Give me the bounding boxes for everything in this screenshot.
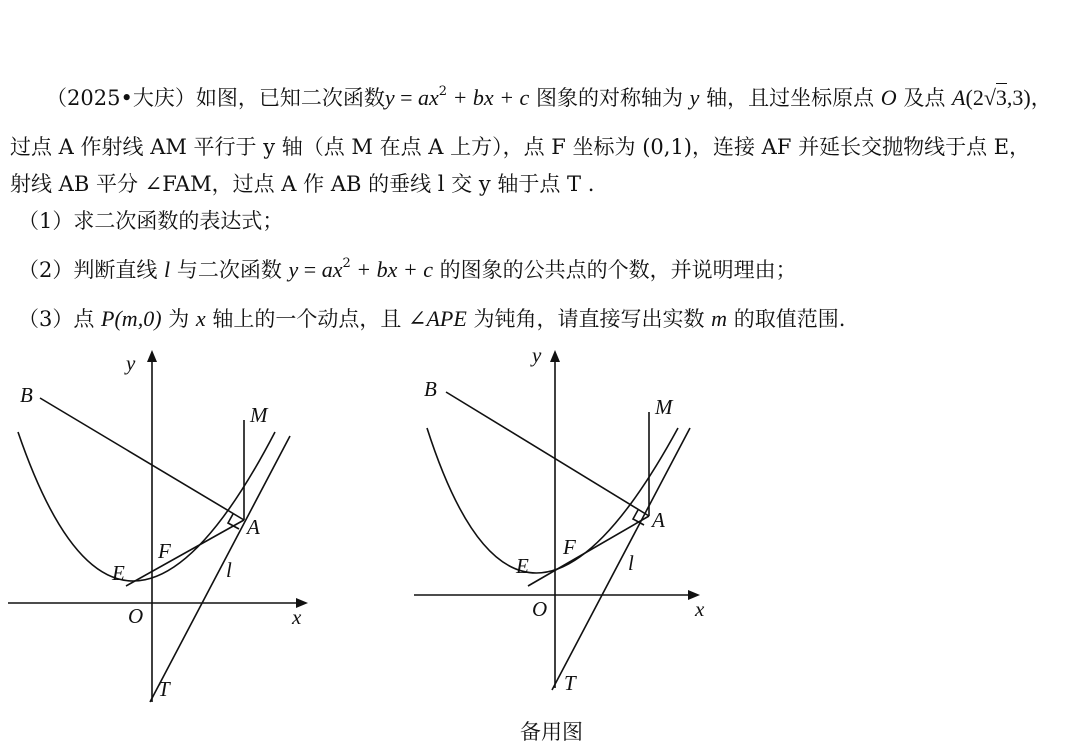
label-B: B	[20, 383, 33, 407]
label-O: O	[128, 604, 144, 628]
label-T: T	[158, 677, 170, 701]
ray-AB	[446, 392, 649, 516]
y-axis-arrow	[550, 350, 560, 362]
label-x: x	[695, 597, 705, 621]
problem-line-1: （2025•大庆）如图，已知二次函数$y = ax^2$ + bx + c 图象的对称轴为 y 轴，且过坐标原点 O 及点 A(2√3,3)，	[46, 84, 1052, 110]
question-1: （1）求二次函数的表达式；	[18, 209, 284, 233]
question-3: （3）点 P(m,0) 为 x 轴上的一个动点，且 ∠APE 为钝角，请直接写出实数 m 的取值范围.	[18, 306, 846, 331]
label-B: B	[424, 377, 437, 401]
label-F: F	[563, 535, 576, 559]
label-O: O	[532, 597, 548, 621]
parabola	[18, 432, 275, 581]
figure-2	[400, 340, 720, 710]
label-y: y	[126, 351, 136, 375]
label-F: F	[158, 539, 171, 563]
label-E: E	[112, 561, 125, 585]
label-y: y	[532, 343, 542, 367]
line-l	[552, 428, 690, 690]
label-x: x	[292, 605, 302, 629]
problem-source: （2025•大庆）	[46, 86, 196, 110]
figure-1	[0, 340, 340, 720]
question-2: （2）判断直线 l 与二次函数 $y = ax^2$ + bx + c 的图象的公共点的个数，并说明理由；	[18, 256, 797, 282]
label-A: A	[247, 515, 260, 539]
parabola	[427, 428, 678, 573]
label-E: E	[516, 554, 529, 578]
problem-line-3: 射线 AB 平分 ∠FAM，过点 A 作 AB 的垂线 l 交 y 轴于点 T .	[10, 172, 595, 196]
y-axis-arrow	[147, 350, 157, 362]
figure-2-caption: 备用图	[520, 720, 583, 744]
label-M: M	[655, 395, 673, 419]
label-l: l	[628, 551, 634, 575]
label-A: A	[652, 508, 665, 532]
ray-AB	[40, 398, 244, 520]
problem-line-2: 过点 A 作射线 AM 平行于 y 轴（点 M 在点 A 上方），点 F 坐标为 (0,1)，连接 AF 并延长交抛物线于点 E，	[10, 135, 1031, 159]
label-T: T	[564, 671, 576, 695]
label-l: l	[226, 558, 232, 582]
label-M: M	[250, 403, 268, 427]
